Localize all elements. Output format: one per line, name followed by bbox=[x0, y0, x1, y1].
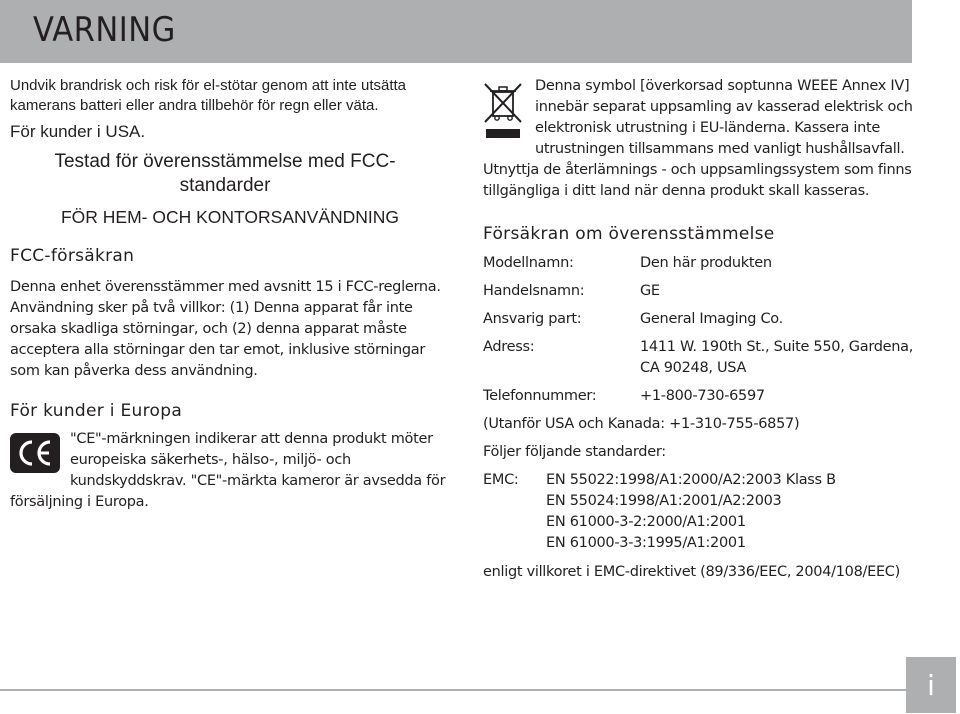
field-row bbox=[483, 386, 923, 407]
page-number-badge: i bbox=[906, 657, 956, 713]
emc-label: EMC: bbox=[483, 472, 519, 488]
fcc-compliance-line: Denna enhet överensstämmer med avsnitt 15 i FCC-reglerna. bbox=[10, 279, 441, 295]
directive-text: enligt villkoret i EMC-direktivet (89/336/EEC, 2004/108/EEC) bbox=[483, 564, 900, 580]
standards-intro-text: Följer följande standarder: bbox=[483, 444, 666, 460]
field-value: General Imaging Co. bbox=[640, 311, 783, 327]
emc-standard: EN 55022:1998/A1:2000/A2:2003 Klass B bbox=[546, 472, 836, 488]
field-label: Handelsnamn: bbox=[483, 283, 585, 299]
home-office-heading: FÖR HEM- OCH KONTORSANVÄNDNING bbox=[60, 207, 400, 227]
field-label: Adress: bbox=[483, 339, 535, 355]
usa-heading: För kunder i USA. bbox=[10, 122, 146, 141]
ce-text: "CE"-märkningen indikerar att denna produkt möter europeiska säkerhets-, hälso-, miljö- och kundskyddskrav. "CE"-märkta kameror är avsedda för försäljning i Europa. bbox=[10, 431, 446, 510]
declaration-fields bbox=[483, 253, 923, 583]
emc-standards-list bbox=[546, 470, 836, 554]
field-value: GE bbox=[640, 283, 660, 299]
field-label: Ansvarig part: bbox=[483, 311, 582, 327]
directive-line bbox=[483, 562, 923, 583]
field-value: 1411 W. 190th St., Suite 550, Gardena, CA 90248, USA bbox=[640, 339, 914, 376]
ce-mark-icon bbox=[10, 433, 60, 473]
field-row bbox=[483, 337, 923, 379]
field-value: +1-800-730-6597 bbox=[640, 388, 765, 404]
field-label: Modellnamn: bbox=[483, 255, 574, 271]
fcc-heading: FCC-försäkran bbox=[10, 246, 135, 266]
weee-text: Denna symbol [överkorsad soptunna WEEE Annex IV] innebär separat uppsamling av kasserad elektrisk och elektronisk utrustning i EU-länderna. Kassera inte utrustningen tillsammans med vanligt hushållsavfall. Utnyttja de återlämnings - och uppsamlingssystem som finns tillgängliga i ditt land när denna produkt skall kasseras. bbox=[483, 78, 913, 199]
fcc-conditions-text: Användning sker på två villkor: (1) Denna apparat får inte orsaka skadliga störningar, och (2) denna apparat måste acceptera alla störningar den tar emot, inklusive störningar som kan påverka dess användning. bbox=[10, 300, 426, 379]
left-column bbox=[10, 76, 450, 513]
emc-block bbox=[483, 470, 923, 554]
outside-us-text: (Utanför USA och Kanada: +1-310-755-6857) bbox=[483, 416, 800, 432]
field-row bbox=[483, 309, 923, 330]
field-label: Telefonnummer: bbox=[483, 388, 597, 404]
field-value: Den här produkten bbox=[640, 255, 772, 271]
standards-intro bbox=[483, 442, 923, 463]
weee-block bbox=[483, 76, 923, 202]
declaration-heading: Försäkran om överensstämmelse bbox=[483, 224, 775, 244]
field-row bbox=[483, 281, 923, 302]
crossed-bin-icon bbox=[483, 82, 525, 140]
fcc-tested-heading: Testad för överensstämmelse med FCC-standarder bbox=[54, 151, 396, 196]
ce-block bbox=[10, 429, 450, 513]
warning-text: Undvik brandrisk och risk för el-stötar genom att inte utsätta kamerans batteri eller andra tillbehör för regn eller väta. bbox=[10, 77, 407, 114]
europe-heading: För kunder i Europa bbox=[10, 401, 183, 421]
page-title: VARNING bbox=[33, 10, 176, 50]
right-column bbox=[483, 76, 923, 583]
bottom-divider bbox=[0, 689, 906, 691]
emc-standard: EN 55024:1998/A1:2001/A2:2003 bbox=[546, 493, 782, 509]
outside-us-phone bbox=[483, 414, 923, 435]
emc-standard: EN 61000-3-2:2000/A1:2001 bbox=[546, 514, 746, 530]
emc-standard: EN 61000-3-3:1995/A1:2001 bbox=[546, 535, 746, 551]
field-row bbox=[483, 253, 923, 274]
